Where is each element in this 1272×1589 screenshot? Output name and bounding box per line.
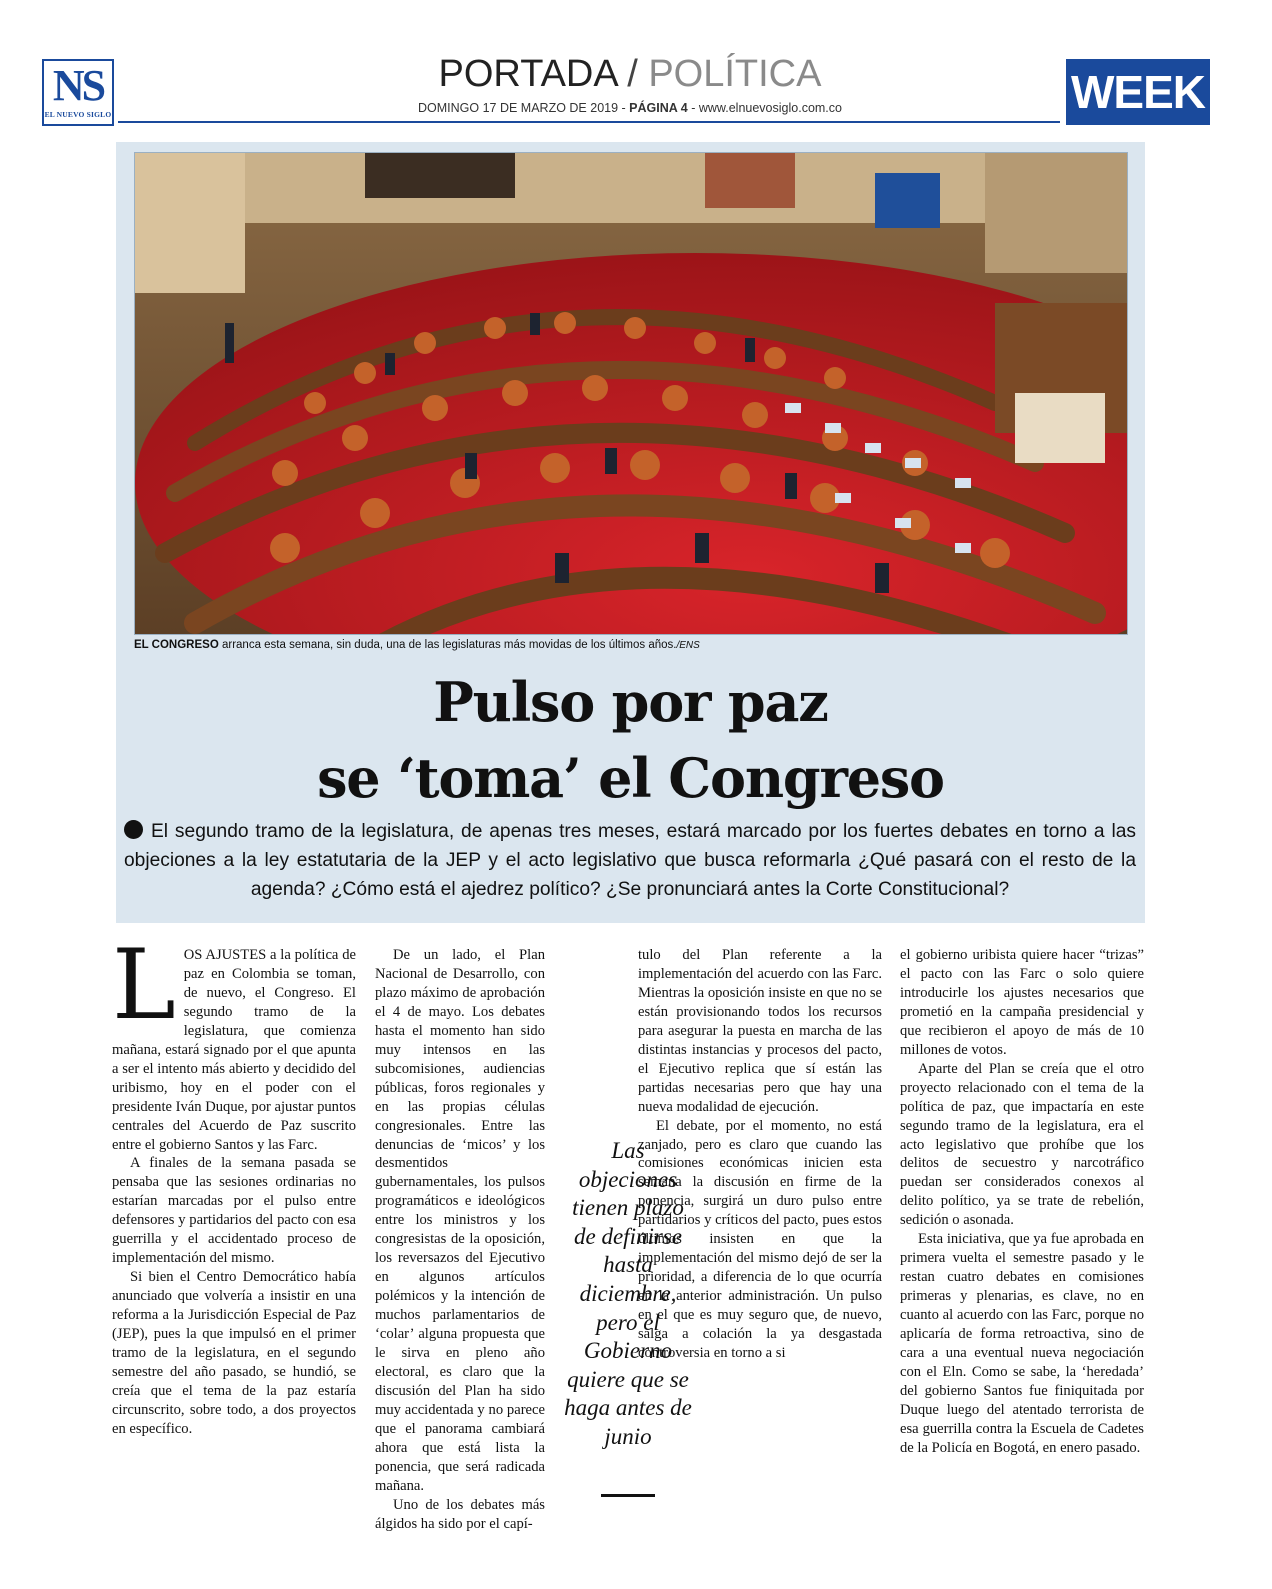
article-column-3: [638, 946, 882, 1363]
article-paragraph: tulo del Plan referente a la implementación del acuerdo con las Farc. Mientras la oposición insiste en que no se están provisionando todos los recursos para asegurar la puesta en marcha de las distintas instancias y procesos del pacto, el Ejecutivo replica que sí están las partidas necesarias pero que hay una nueva modalidad de ejecución.: [638, 947, 882, 1115]
article-paragraph: Esta iniciativa, que ya fue aprobada en primera vuelta el semestre pasado y le restan cuatro debates en comisiones primeras y plenarias, es clave, no en cuanto al acuerdo con las Farc, porque no aplicaría de forma retroactiva, sino de cara a una eventual nueva negociación con el Eln. Como se sabe, la ‘heredada’ del gobierno Santos fue finiquitada por Duque luego del atentado terrorista de esa guerrilla contra la Escuela de Cadetes de la Policía en Bogotá, en enero pasado.: [900, 1231, 1144, 1456]
bullet-icon: [124, 820, 143, 839]
article-paragraph: OS AJUSTES a la política de paz en Colombia se toman, de nuevo, el Congreso. El segundo tramo de la legislatura, que comienza mañana, estará signado por el que apunta a ser el intento más abierto y decidido del uribismo, hoy en el poder con el presidente Iván Duque, por ajustar puntos centrales del Acuerdo de Paz suscrito entre el gobierno Santos y las Farc.: [112, 947, 356, 1153]
subsection-name: POLÍTICA: [648, 53, 822, 95]
logo-subtitle: EL NUEVO SIGLO: [44, 110, 112, 119]
article-column-4: [900, 946, 1144, 1458]
article-paragraph: A finales de la semana pasada se pensaba que las sesiones ordinarias no estarían marcadas por el pulso entre defensores y partidarios del pacto con esa guerrilla y el accidentado proceso de implementación del mismo.: [112, 1155, 356, 1267]
caption-text: arranca esta semana, sin duda, una de las legislaturas más movidas de los últimos años.: [218, 639, 677, 651]
article-paragraph: el gobierno uribista quiere hacer “trizas” el pacto con las Farc o solo quiere introducirle los ajustes necesarios que prometió en la campaña presidencial y que recibieron el apoyo de más de 10 millones de votos.: [900, 947, 1144, 1058]
article-paragraph: Uno de los debates más álgidos ha sido por el capí-: [375, 1496, 545, 1532]
article-paragraph: El debate, por el momento, no está zanjado, pero es claro que cuando las comisiones económicas inicien esta semana la discusión en firme de la ponencia, surgirá un duro pulso entre partidarios y críticos del pacto, pues estos últimos insisten en que la implementación del mismo dejó de ser la prioridad, a diferencia de lo que ocurría en la anterior administración. Un pulso en el que es muy seguro que, de nuevo, salga a colación la ya desgastada controversia en torno a si: [638, 1117, 882, 1362]
website-link[interactable]: www.elnuevosiglo.com.co: [698, 101, 842, 115]
lead-text: El segundo tramo de la legislatura, de apenas tres meses, estará marcado por los fuertes debates en torno a las objeciones a la ley estatutaria de la JEP y el acto legislativo que busca reformarla ¿Qué pasará con el resto de la agenda? ¿Cómo está el ajedrez político? ¿Se pronunciará antes la Corte Constitucional?: [124, 821, 1136, 900]
headline-line-1: Pulso por paz: [433, 670, 828, 734]
article-paragraph: Si bien el Centro Democrático había anunciado que volvería a insistir en una reforma a la Jurisdicción Especial de Paz (JEP), pues la que impulsó en el primer tramo de la legislatura, en el segundo semestre del año pasado, se hundió, se creía que el tema de la paz estaría circunscrito, sobre todo, a dos proyectos en específico.: [112, 1269, 356, 1437]
issue-date: DOMINGO 17 DE MARZO DE 2019: [418, 101, 619, 115]
section-separator: /: [627, 53, 638, 95]
section-title: [300, 52, 960, 96]
article-paragraph: De un lado, el Plan Nacional de Desarrollo, con plazo máximo de aprobación el 4 de mayo. Los debates hasta el momento han sido muy intensos en las subcomisiones, audiencias públicas, foros regionales y en las propias células congresionales. Entre las denuncias de ‘micos’ y los desmentidos gubernamentales, los pulsos programáticos e ideológicos entre los ministros y los congresistas de la oposición, los reversazos del Ejecutivo en algunos artículos polémicos y la intención de muchos parlamentarios de ‘colar’ alguna propuesta que le sirva en pleno año electoral, es claro que la discusión del Plan ha sido muy accidentada y no parece que el panorama cambiará ahora que está lista la ponencia, que será radicada mañana.: [375, 947, 545, 1494]
article-column-2: [375, 946, 545, 1534]
lead-paragraph: [124, 817, 1136, 904]
article-paragraph: Aparte del Plan se creía que el otro proyecto relacionado con el tema de la política de paz, que impactaría en este segundo tramo de la legislatura, era el acto legislativo que prohíbe que los delitos de secuestro y narcotráfico puedan ser considerados conexos al delito político, ya se trate de rebelión, sedición o asonada.: [900, 1060, 1144, 1229]
dateline: DOMINGO 17 DE MARZO DE 2019 - PÁGINA 4 - www.elnuevosiglo.com.co: [418, 101, 842, 115]
section-name: PORTADA: [438, 53, 617, 95]
el-nuevo-siglo-logo: [42, 59, 114, 126]
logo-mark: NS: [52, 61, 104, 110]
headline-line-2: se ‘toma’ el Congreso: [317, 746, 944, 810]
caption-credit: /ENS: [676, 640, 700, 651]
main-headline: [116, 664, 1145, 816]
pull-quote: Las objeciones tienen plazo de definirse hasta diciembre, pero el Gobierno quiere que se haga antes de junio: [564, 1138, 692, 1449]
caption-lead: EL CONGRESO: [134, 639, 219, 651]
drop-cap: L: [112, 929, 176, 1041]
page-number: PÁGINA 4: [629, 101, 688, 115]
header-divider: [118, 121, 1060, 123]
photo-caption: [134, 639, 1128, 651]
week-logo: WEEK: [1066, 59, 1210, 125]
article-column-1: [112, 929, 356, 1439]
pull-quote-rule: [601, 1494, 655, 1497]
congress-chamber-photo: [134, 152, 1128, 635]
